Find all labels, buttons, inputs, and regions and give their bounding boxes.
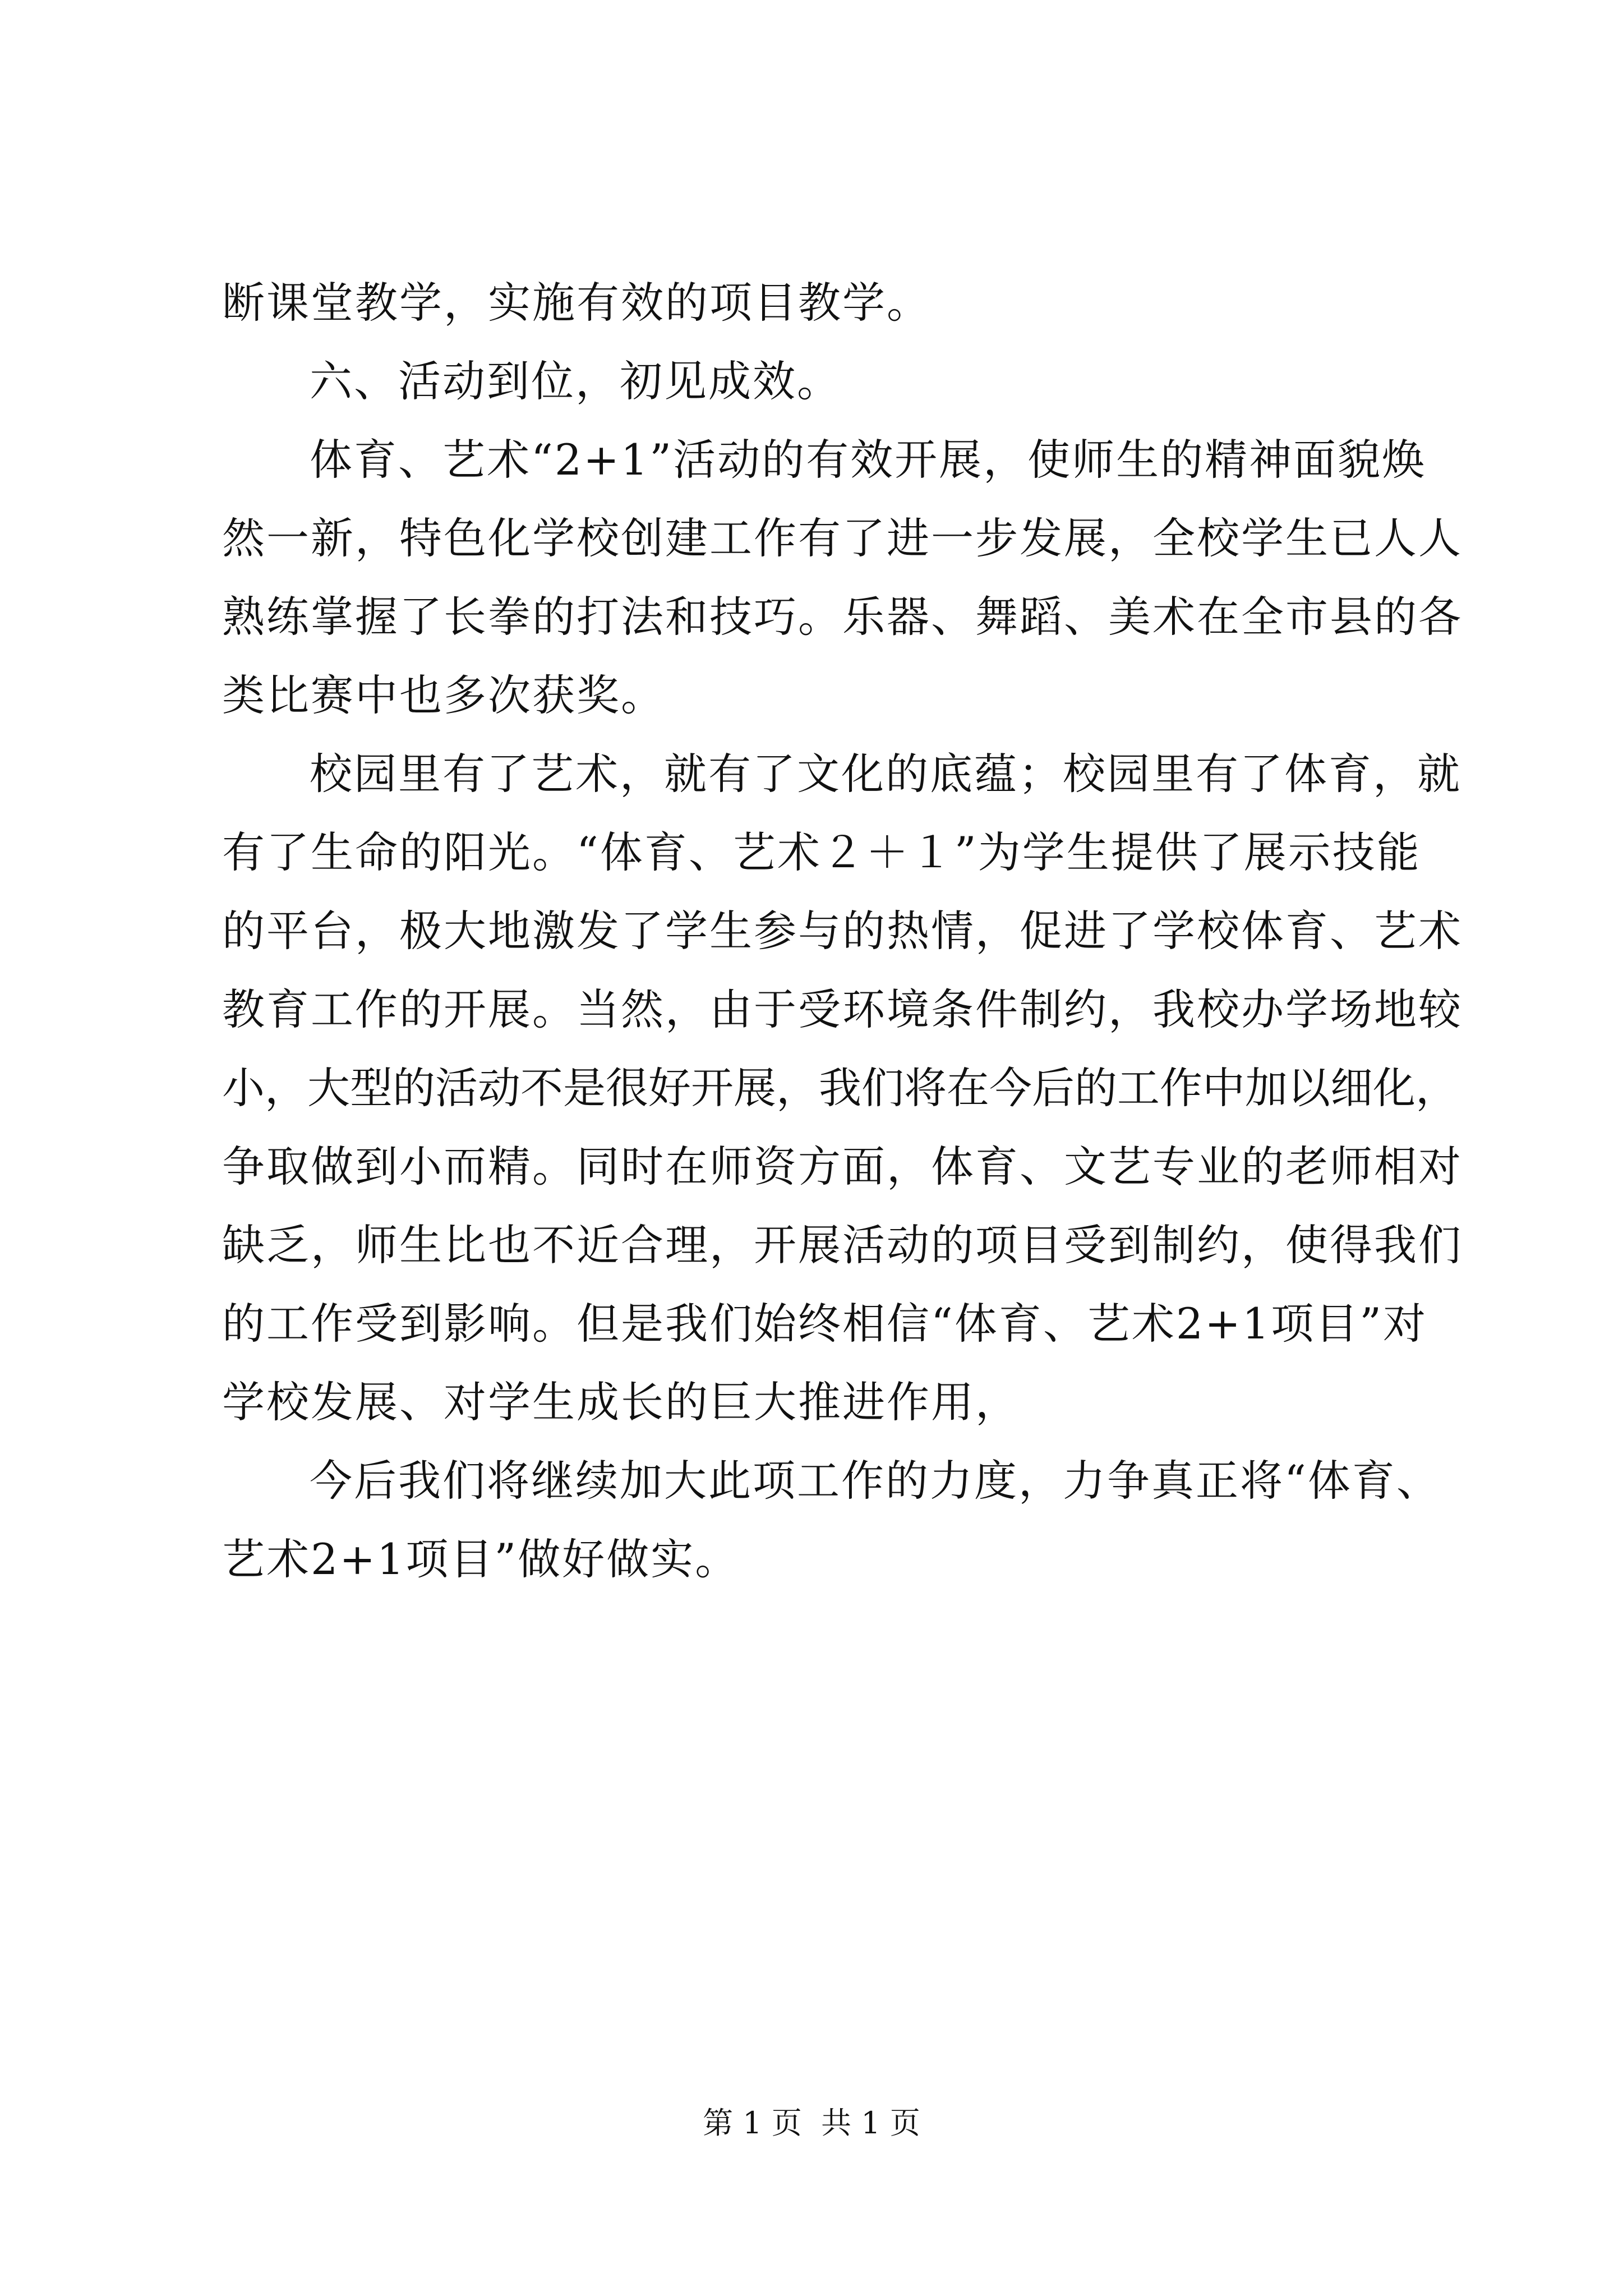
body-text — [222, 264, 1463, 1599]
text-line: 断课堂教学，实施有效的项目教学。 — [222, 278, 931, 328]
text-line: 熟练掌握了长拳的打法和技巧。乐器、舞蹈、美术在全市县的各 — [222, 592, 1463, 642]
text-line: 的工作受到影响。但是我们始终相信“体育、艺术2+1项目”对 — [222, 1299, 1428, 1349]
text-line: 学校发展、对学生成长的巨大推进作用， — [222, 1377, 1020, 1427]
text-line: 小，大型的活动不是很好开展，我们将在今后的工作中加以细化， — [222, 1063, 1458, 1113]
section-heading: 六、活动到位，初见成效。 — [310, 356, 841, 406]
text-line: 的平台，极大地激发了学生参与的热情，促进了学校体育、艺术 — [222, 906, 1463, 956]
text-line: 艺术2+1项目”做好做实。 — [222, 1534, 740, 1584]
page-footer — [0, 2101, 1623, 2146]
text-line: 类比赛中也多次获奖。 — [222, 670, 665, 720]
text-line: 然一新，特色化学校创建工作有了进一步发展，全校学生已人人 — [222, 513, 1463, 563]
text-line: 今后我们将继续加大此项工作的力度，力争真正将“体育、 — [310, 1456, 1441, 1506]
text-line: 缺乏，师生比也不近合理，开展活动的项目受到制约，使得我们 — [222, 1220, 1463, 1270]
page-number: 第 1 页 共 1 页 — [703, 2105, 920, 2141]
text-line: 有了生命的阳光。“体育、艺术２＋１”为学生提供了展示技能 — [222, 827, 1421, 877]
text-line: 校园里有了艺术，就有了文化的底蕴；校园里有了体育，就 — [310, 749, 1461, 799]
text-line: 教育工作的开展。当然，由于受环境条件制约，我校办学场地较 — [222, 984, 1463, 1034]
text-line: 体育、艺术“2+1”活动的有效开展，使师生的精神面貌焕 — [310, 435, 1427, 485]
text-line: 争取做到小而精。同时在师资方面，体育、文艺专业的老师相对 — [222, 1142, 1463, 1191]
